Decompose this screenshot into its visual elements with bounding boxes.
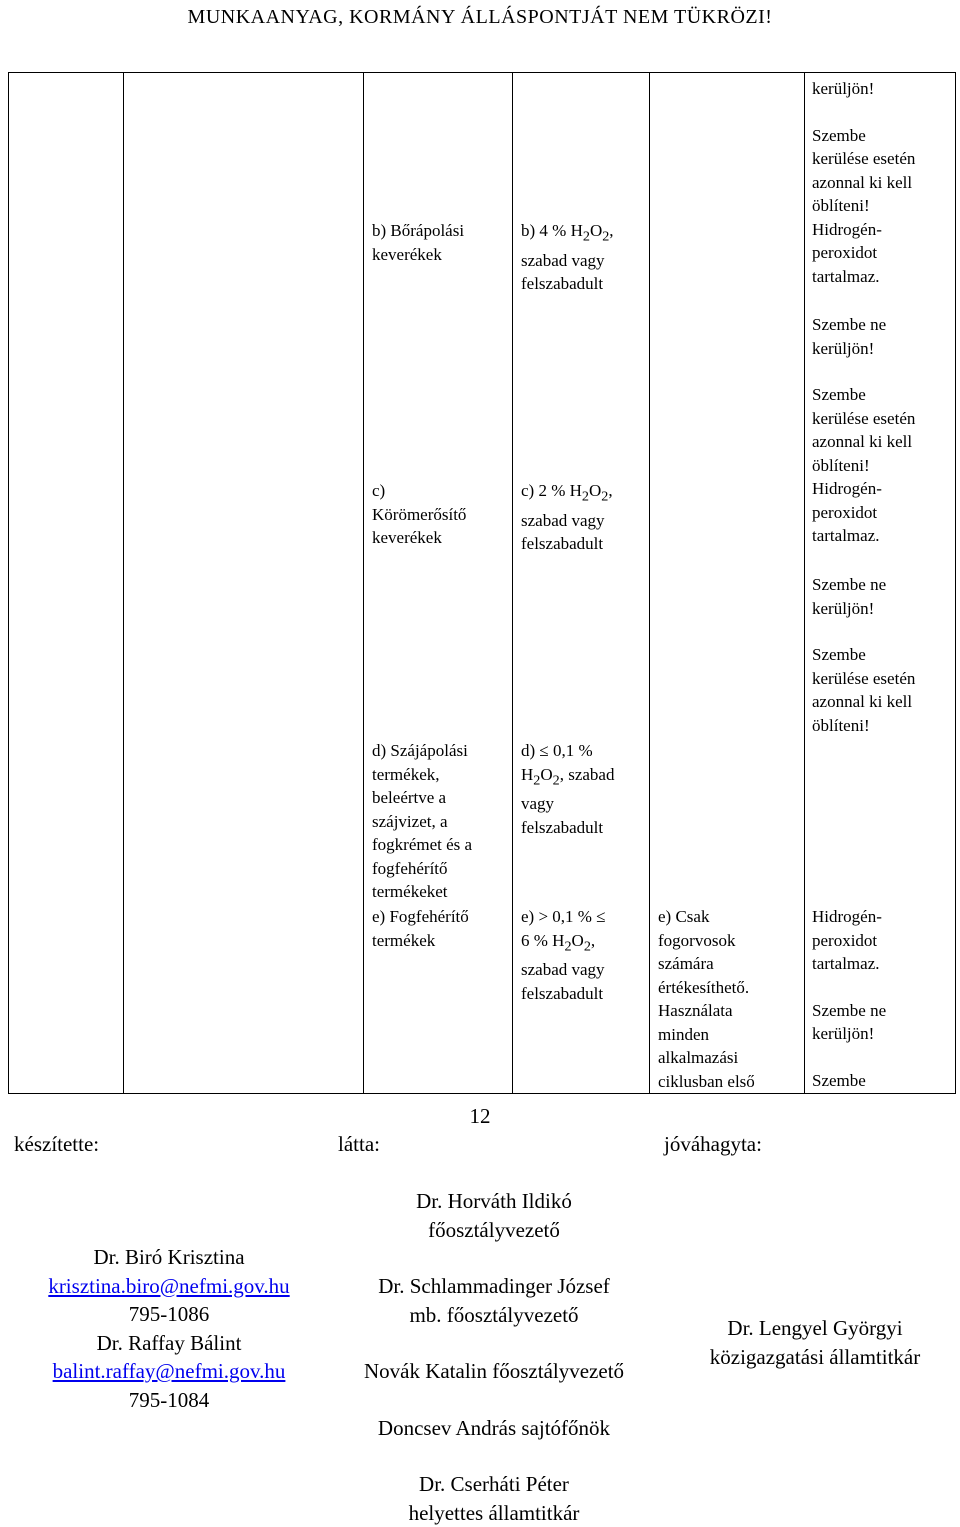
reviewer-title: mb. főosztályvezető: [409, 1302, 579, 1327]
warning-cell-b: kerüljön! Szembe kerülése esetén azonnal ki kell öblíteni! Hidrogén- peroxidot tartalmaz.: [812, 79, 916, 286]
condition-e: e) Csak fogorvosok számára értékesíthető. Használata minden alkalmazási ciklusban első: [658, 907, 755, 1091]
approver-title: közigazgatási államtitkár: [709, 1344, 921, 1369]
author-email-link[interactable]: balint.raffay@nefmi.gov.hu: [52, 1359, 286, 1383]
product-name-c: c) Körömerősítő keverékek: [372, 481, 467, 547]
approved-by-block: [680, 1314, 950, 1371]
reviewer-name: Novák Katalin főosztályvezető: [363, 1359, 625, 1383]
column-divider: [123, 73, 124, 1093]
page-number: 12: [469, 1104, 491, 1128]
warning-cell-e: Hidrogén- peroxidot tartalmaz. Szembe ne kerüljön! Szembe: [812, 907, 887, 1090]
approved-by-label: jóváhagyta:: [664, 1132, 762, 1156]
author-email-link[interactable]: krisztina.biro@nefmi.gov.hu: [48, 1273, 290, 1298]
warning-cell-c: Szembe ne kerüljön! Szembe kerülése esetén azonnal ki kell öblíteni! Hidrogén- peroxidot tartalmaz.: [812, 315, 916, 545]
author-name: Dr. Biró Krisztina: [93, 1245, 245, 1269]
reviewer-title: főosztályvezető: [428, 1217, 560, 1242]
prepared-by-block: [14, 1243, 324, 1414]
reviewer-name: Doncsev András sajtófőnök: [377, 1415, 611, 1440]
prepared-by-label: készítette:: [14, 1132, 100, 1156]
concentration-c: c) 2 % $H_2O_2$, szabad vagy felszabadult: [521, 481, 613, 554]
concentration-d: d) ≤ 0,1 % $H_2O_2$, szabad vagy felszabadult: [521, 741, 615, 837]
author-phone: 795-1084: [128, 1387, 210, 1412]
approver-name: Dr. Lengyel Györgyi: [727, 1316, 903, 1340]
page-header: MUNKAANYAG, KORMÁNY ÁLLÁSPONTJÁT NEM TÜKRÖZI!: [187, 6, 773, 28]
column-divider: [649, 73, 650, 1093]
author-name: Dr. Raffay Bálint: [96, 1330, 242, 1355]
author-phone: 795-1086: [128, 1302, 210, 1326]
ingredients-table: [8, 72, 956, 1094]
warning-cell-d: Szembe ne kerüljön! Szembe kerülése esetén azonnal ki kell öblíteni!: [812, 575, 916, 735]
reviewer-name: Dr. Horváth Ildikó: [416, 1189, 572, 1213]
reviewer-name: Dr. Cserháti Péter: [419, 1472, 569, 1496]
reviewer-name: Dr. Schlammadinger József: [378, 1274, 610, 1298]
concentration-e: e) > 0,1 % ≤ 6 % $H_2O_2$, szabad vagy felszabadult: [521, 907, 606, 1003]
column-divider: [512, 73, 513, 1093]
product-name-e: e) Fogfehérítő termékek: [372, 907, 469, 950]
reviewer-title: helyettes államtitkár: [408, 1500, 580, 1525]
seen-by-block: [320, 1187, 668, 1527]
product-name-b: b) Bőrápolási keverékek: [372, 221, 465, 264]
seen-by-label: látta:: [338, 1132, 380, 1156]
product-name-d: d) Szájápolási termékek, beleértve a szájvizet, a fogkrémet és a fogfehérítő termékeket: [372, 741, 473, 901]
column-divider: [804, 73, 805, 1093]
concentration-b: b) 4 % $H_2O_2$, szabad vagy felszabadult: [521, 221, 614, 294]
column-divider: [363, 73, 364, 1093]
